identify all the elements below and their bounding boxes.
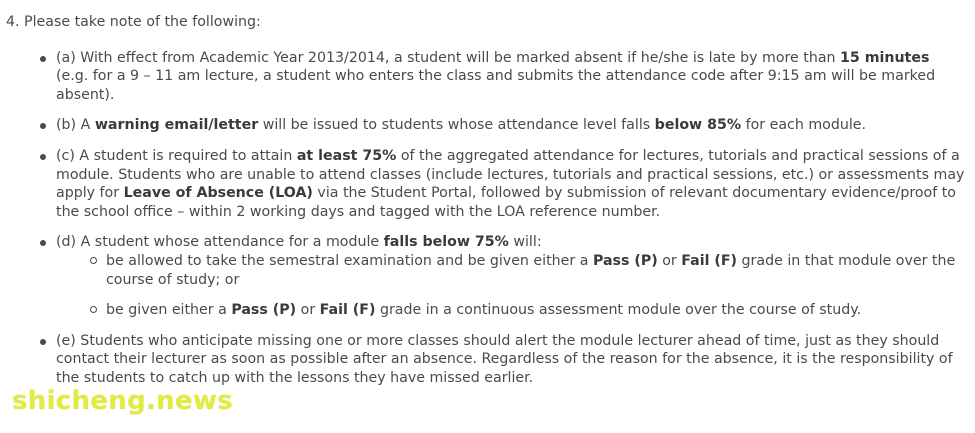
item-c-text-2: of the aggregated attendance for lectures, tutorials and practical sessions of a module. Students who are unable to attend classes (include lectures, tutorials and practical sessions, etc.) or assessments may apply for <box>56 147 965 202</box>
sub-item-1 <box>106 252 966 289</box>
sub2-text-3: grade in a continuous assessment module over the course of study. <box>375 302 862 319</box>
list-item-d <box>56 233 966 319</box>
site-watermark: shicheng.news <box>12 386 233 416</box>
sub1-bold-1: Pass (P) <box>592 252 658 269</box>
sub-item-2 <box>106 301 966 320</box>
list-item-c <box>56 147 966 221</box>
item-b-text-3: for each module. <box>741 117 867 134</box>
sub1-text-3: grade in that module over the course of study; or <box>106 252 956 288</box>
sub2-bold-2: Fail (F) <box>319 302 376 319</box>
item-b-bold-1: warning email/letter <box>94 117 259 134</box>
item-a-bold-1: 15 minutes <box>840 49 930 66</box>
item-a-text-1: (a) With effect from Academic Year 2013/2014, a student will be marked absent if he/she is late by more than <box>56 49 841 66</box>
sub2-text-1: be given either a <box>106 302 232 319</box>
sub1-text-2: or <box>657 252 682 269</box>
item-a-text-2: (e.g. for a 9 – 11 am lecture, a student who enters the class and submits the attendance code after 9:15 am will be marked absent). <box>56 68 936 103</box>
sub1-bold-2: Fail (F) <box>681 252 738 269</box>
item-b-text-2: will be issued to students whose attendance level falls <box>258 117 655 134</box>
sub-list <box>56 252 966 320</box>
item-e-text-1: (e) Students who anticipate missing one or more classes should alert the module lecturer ahead of time, just as they should contact their lecturer as soon as possible after an absence. Regardless of the reason for the absence, it is the responsibility of the students to catch up with the lessons they have missed earlier. <box>56 332 953 386</box>
list-item-e <box>56 332 966 388</box>
list-item-b <box>56 116 966 135</box>
item-b-text-1: (b) A <box>56 117 95 134</box>
list-item-a <box>56 49 966 105</box>
item-c-bold-2: Leave of Absence (LOA) <box>123 185 313 202</box>
sub1-text-1: be allowed to take the semestral examination and be given either a <box>106 252 593 269</box>
sub2-text-2: or <box>296 302 320 319</box>
attendance-notes <box>6 13 966 400</box>
item-c-text-1: (c) A student is required to attain <box>56 147 297 164</box>
item-c-text-3: via the Student Portal, followed by submission of relevant documentary evidence/proof to the school office – within 2 working days and tagged with the LOA reference number. <box>56 185 956 220</box>
sub2-bold-1: Pass (P) <box>231 302 297 319</box>
section-heading: 4. Please take note of the following: <box>6 14 261 30</box>
item-b-bold-2: below 85% <box>654 117 742 134</box>
item-d-text-2: will: <box>508 234 542 251</box>
item-d-bold-1: falls below 75% <box>383 234 509 251</box>
item-d-text-1: (d) A student whose attendance for a module <box>56 234 384 251</box>
notes-list <box>6 49 966 388</box>
item-c-bold-1: at least 75% <box>296 147 397 164</box>
